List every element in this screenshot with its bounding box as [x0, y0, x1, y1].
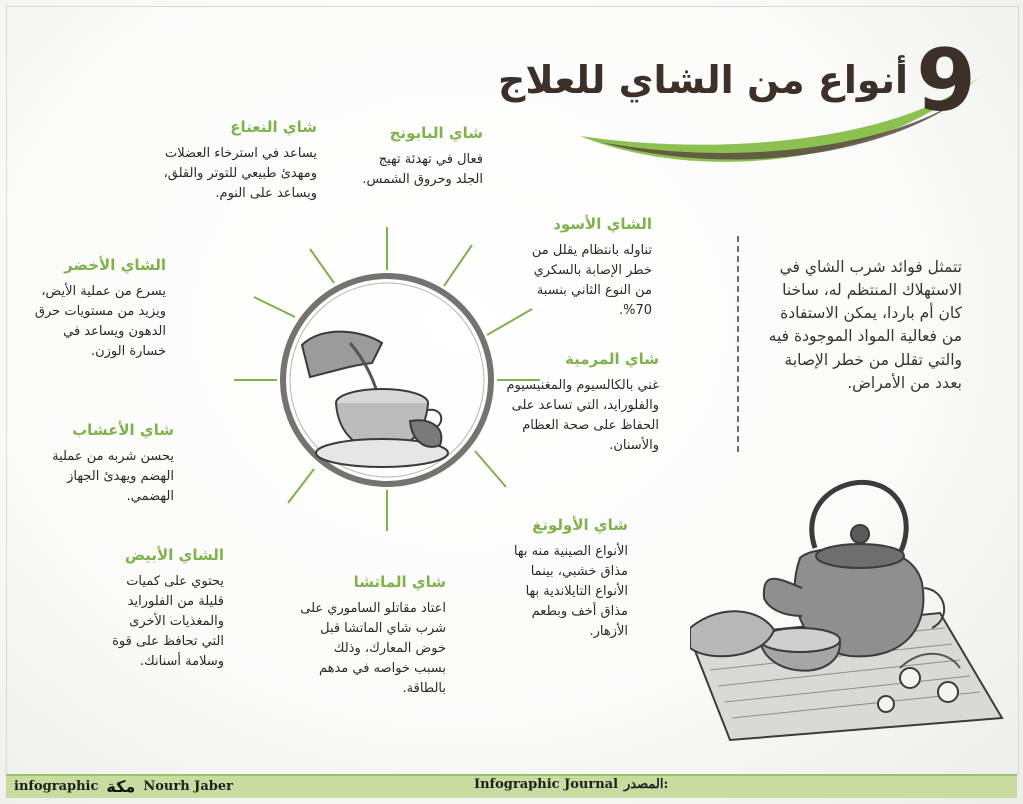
footer-source-label: المصدر:: [624, 777, 669, 792]
tea-card-sage: [505, 350, 659, 456]
tea-title: شاي الماتشا: [353, 573, 446, 591]
tea-description: فعال في تهدئة تهيج الجلد وحروق الشمس.: [362, 151, 483, 187]
intro-paragraph: تتمثل فوائد شرب الشاي في الاستهلاك المنتظم له، ساخنا كان أم باردا، يمكن الاستفادة من فعالية المواد الموجودة فيه والتي تقلل من خطر الإصابة بعدد من الأمراض.: [768, 257, 962, 392]
tea-title: الشاي الأخضر: [64, 256, 166, 274]
title-number: 9: [916, 31, 976, 131]
footer-source: [474, 777, 668, 792]
tea-card-matcha: [300, 573, 446, 699]
tea-card-chamomile: [355, 124, 483, 190]
tea-title: شاي النعناع: [230, 118, 317, 136]
tea-title: الشاي الأسود: [553, 215, 652, 233]
tea-card-black: [520, 215, 652, 321]
footer-source-value: Infographic Journal: [474, 777, 619, 792]
tea-description: يساعد في استرخاء العضلات ومهدئ طبيعي للتوتر والقلق، ويساعد على النوم.: [163, 145, 317, 201]
footer-brand-label: infographic: [14, 779, 99, 794]
tea-description: يحسن شربه من عملية الهضم ويهدئ الجهاز الهضمي.: [52, 448, 174, 504]
tea-description: الأنواع الصينية منه بها مذاق خشبي، بينما الأنواع التايلاندية بها مذاق أخف وبطعم الأزهار.: [513, 543, 628, 640]
page-title: أنواع من الشاي للعلاج: [497, 58, 908, 102]
tea-description: اعتاد مقاتلو الساموري على شرب شاي الماتشا قبل خوض المعارك، وذلك بسبب خواصه في مدهم بالطاقة.: [300, 600, 446, 697]
tea-title: شاي الأعشاب: [72, 421, 174, 439]
tea-card-oolong: [510, 516, 628, 642]
tea-card-mint: [152, 118, 317, 204]
footer-logo: مكة: [106, 777, 136, 796]
tea-description: تناوله بانتظام يقلل من خطر الإصابة بالسكري من النوع الثاني بنسبة 70%.: [531, 242, 652, 318]
tea-title: شاي البابونج: [389, 124, 483, 142]
teacup-pour-illustration: [302, 332, 448, 467]
dashed-divider: [737, 236, 739, 452]
tea-card-white: [112, 546, 224, 672]
tea-description: غني بالكالسيوم والمغنيسيوم والفلورايد، التي تساعد على الحفاظ على صحة العظام والأسنان.: [506, 377, 659, 453]
title-block: [497, 31, 990, 168]
footer-bar: [6, 774, 1017, 798]
tea-description: يحتوي على كميات قليلة من الفلورايد والمغذيات الأخرى التي تحافظ على قوة وسلامة أسنانك.: [112, 573, 224, 670]
tea-title: الشاي الأبيض: [124, 546, 224, 564]
footer-credits: [14, 777, 233, 796]
footer-author: Nourh Jaber: [143, 779, 233, 794]
center-circle-diagram: [232, 225, 542, 535]
tea-title: شاي الأولونغ: [532, 516, 628, 534]
tea-description: يسرع من عملية الأيض، ويزيد من مستويات حرق الدهون ويساعد في خسارة الوزن.: [34, 283, 166, 359]
tea-card-green: [34, 256, 166, 362]
tea-card-herbal: [50, 421, 174, 507]
teapot-illustration: [690, 478, 1010, 768]
tea-title: شاي المرمية: [564, 350, 659, 368]
